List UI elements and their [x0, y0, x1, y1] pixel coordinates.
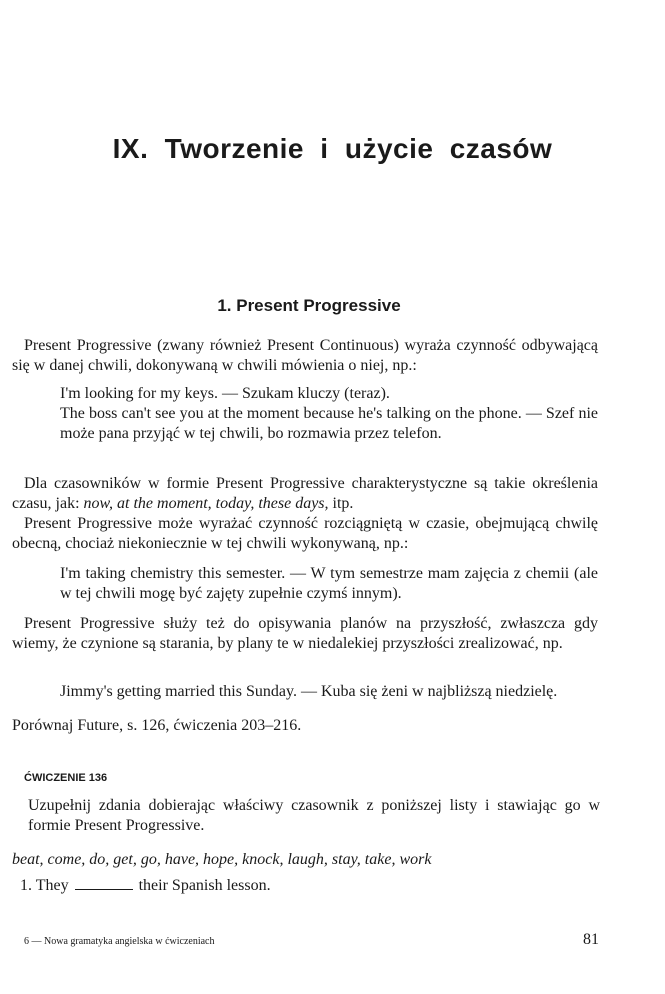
item-number: 1. [20, 877, 32, 894]
example-4: Jimmy's getting married this Sunday. — Kuba się żeni w najbliższą niedzielę. [60, 683, 558, 700]
word-list: beat, come, do, get, go, have, hope, knock, laugh, stay, take, work [12, 851, 432, 868]
time-expressions-paragraph [12, 474, 598, 514]
exercise-item-1 [20, 876, 271, 896]
item-text-after: their Spanish lesson. [138, 877, 271, 894]
footer-signature: 6 — Nowa gramatyka angielska w ćwiczeniach [24, 936, 215, 947]
compare-reference: Porównaj Future, s. 126, ćwiczenia 203–216. [12, 717, 302, 734]
future-plans-paragraph: Present Progressive służy też do opisywania planów na przyszłość, zwłaszcza gdy wiemy, że czynione są starania, by plany te w niedalekiej przyszłości zrealizować, np. [12, 615, 598, 652]
section-title: 1. Present Progressive [217, 296, 401, 315]
answer-blank[interactable] [75, 876, 133, 890]
example-2: The boss can't see you at the moment because he's talking on the phone. — Szef nie może pana przyjąć w tej chwili, bo rozmawia przez telefon. [60, 405, 598, 442]
time-expressions-end: itp. [328, 495, 354, 512]
time-expressions-intro: Dla czasowników w formie Present Progressive charakterystyczne są takie określenia czasu, jak: [12, 475, 598, 512]
example-3: I'm taking chemistry this semester. — W tym semestrze mam zajęcia z chemii (ale w tej chwili mogę być zajęty zupełnie czymś innym). [60, 565, 598, 602]
chapter-title: IX. Tworzenie i użycie czasów [112, 133, 553, 164]
example-1: I'm looking for my keys. — Szukam kluczy (teraz). [60, 385, 390, 402]
item-text-before: They [35, 877, 69, 894]
extended-action-paragraph: Present Progressive może wyrażać czynność rozciągniętą w czasie, obejmującą chwilę obecną, chociaż niekoniecznie w tej chwili wykonywaną, np.: [12, 515, 598, 552]
page-number: 81 [583, 931, 599, 948]
exercise-heading: ĆWICZENIE 136 [24, 772, 108, 784]
intro-paragraph: Present Progressive (zwany również Present Continuous) wyraża czynność odbywającą się w danej chwili, dokonywaną w chwili mówienia o niej, np.: [12, 337, 598, 374]
time-expressions-list: now, at the moment, today, these days, [83, 495, 329, 512]
exercise-instruction: Uzupełnij zdania dobierając właściwy czasownik z poniższej listy i stawiając go w formie Present Progressive. [28, 797, 600, 834]
